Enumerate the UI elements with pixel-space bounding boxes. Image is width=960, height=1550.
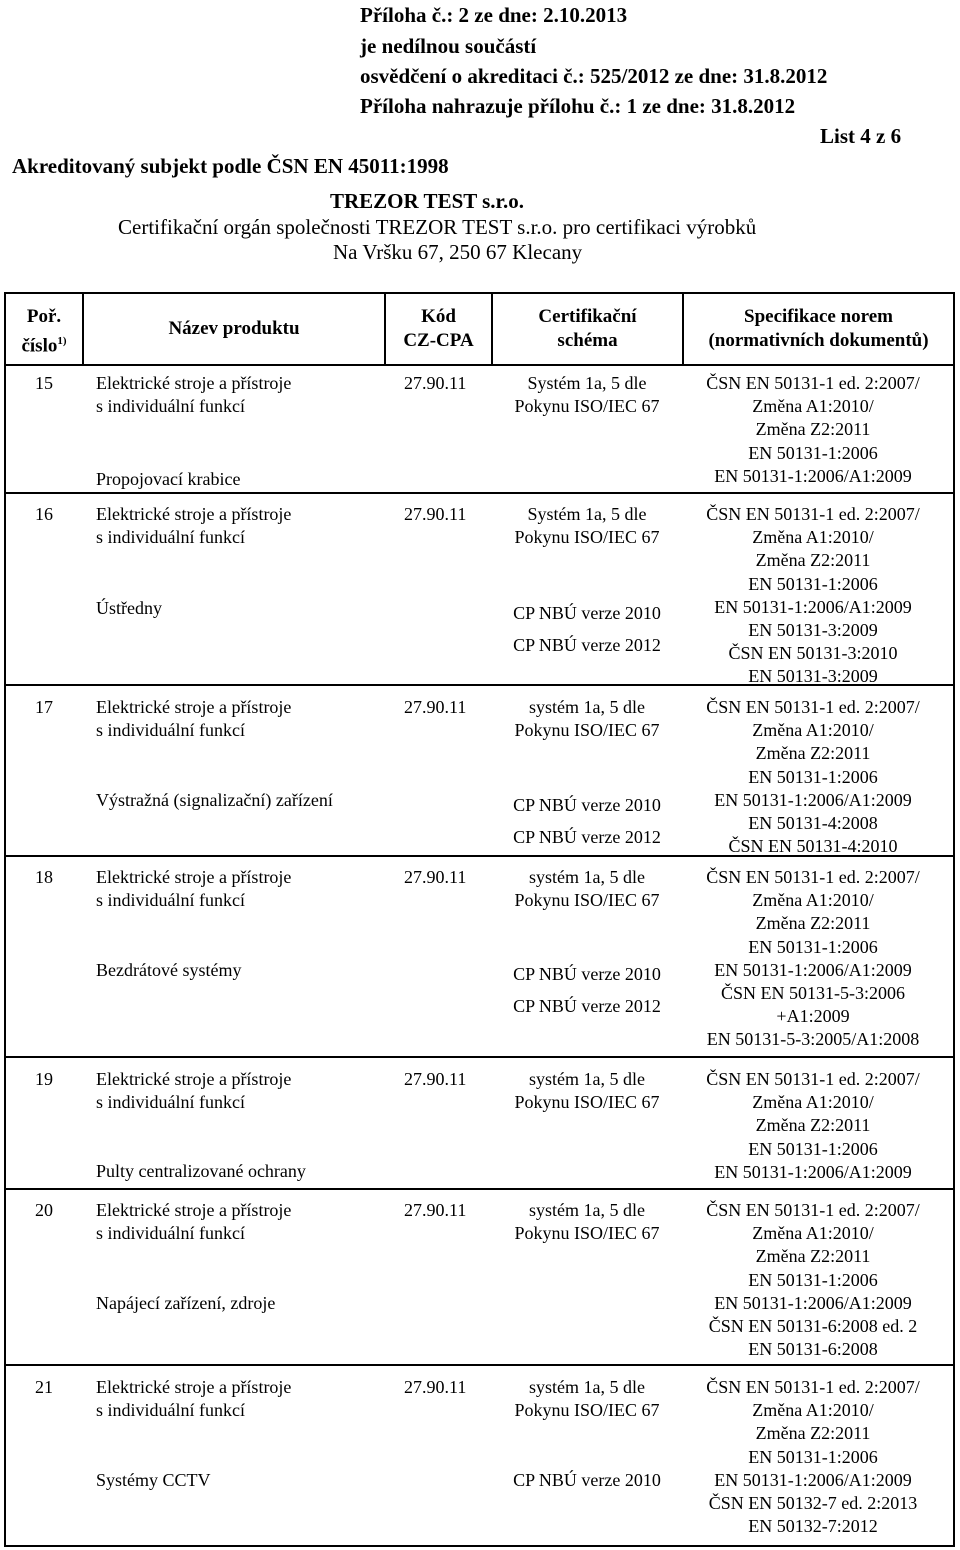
certification-scheme: systém 1a, 5 dle Pokynu ISO/IEC 67 (514, 1069, 660, 1113)
certification-scheme: systém 1a, 5 dle Pokynu ISO/IEC 67 (514, 1200, 660, 1244)
nbu-scheme: CP NBÚ verze 2010 CP NBÚ verze 2012 (513, 795, 661, 847)
integral-part-note: je nedílnou součástí (360, 34, 537, 58)
row-number: 21 (35, 1377, 53, 1397)
product-name: Elektrické stroje a přístroje s individuální funkcí (96, 867, 292, 911)
replaces-attachment-note: Příloha nahrazuje přílohu č.: 1 ze dne: 31.8.2012 (360, 94, 796, 118)
header-certification-scheme: Certifikační schéma (538, 306, 637, 351)
product-name: Elektrické stroje a přístroje s individuální funkcí (96, 504, 292, 548)
certification-scheme: Systém 1a, 5 dle Pokynu ISO/IEC 67 (514, 504, 660, 548)
row-number: 15 (35, 373, 53, 393)
cz-cpa-code: 27.90.11 (404, 697, 467, 717)
table-border-bottom (4, 1545, 955, 1547)
cz-cpa-code: 27.90.11 (404, 504, 467, 524)
cz-cpa-code: 27.90.11 (404, 1069, 467, 1089)
row-separator (4, 492, 955, 494)
product-type: Výstražná (signalizační) zařízení (96, 790, 333, 810)
products-table (4, 292, 955, 1547)
header-product-name: Název produktu (168, 318, 300, 339)
standards-list: ČSN EN 50131-1 ed. 2:2007/ Změna A1:2010/ Změna Z2:2011 EN 50131-1:2006 EN 50131-1:2006/A1:2009 (706, 1069, 920, 1182)
certification-scheme: systém 1a, 5 dle Pokynu ISO/IEC 67 (514, 1377, 660, 1421)
cz-cpa-code: 27.90.11 (404, 373, 467, 393)
product-type: Napájecí zařízení, zdroje (96, 1293, 276, 1313)
row-number: 19 (35, 1069, 53, 1089)
header-number: Poř. číslo$^{1)}$ (21, 306, 67, 357)
standards-list: ČSN EN 50131-1 ed. 2:2007/ Změna A1:2010/ Změna Z2:2011 EN 50131-1:2006 EN 50131-1:2006/A1:2009 EN 50131-3:2009 ČSN EN 50131-3:2010 EN 50131-3:2009 (706, 504, 920, 687)
certification-scheme: systém 1a, 5 dle Pokynu ISO/IEC 67 (514, 697, 660, 741)
product-type: Propojovací krabice (96, 469, 241, 489)
accreditation-certificate-ref: osvědčení o akreditaci č.: 525/2012 ze dne: 31.8.2012 (360, 64, 828, 88)
nbu-scheme: CP NBÚ verze 2010 CP NBÚ verze 2012 (513, 964, 661, 1016)
row-separator (4, 1056, 955, 1058)
standards-list: ČSN EN 50131-1 ed. 2:2007/ Změna A1:2010/ Změna Z2:2011 EN 50131-1:2006 EN 50131-1:2006/A1:2009 ČSN EN 50131-5-3:2006 +A1:2009 EN 50131-5-3:2005/A1:2008 (706, 867, 920, 1050)
row-number: 16 (35, 504, 53, 524)
header-separator (4, 364, 955, 366)
standards-list: ČSN EN 50131-1 ed. 2:2007/ Změna A1:2010/ Změna Z2:2011 EN 50131-1:2006 EN 50131-1:2006/A1:2009 ČSN EN 50131-6:2008 ed. 2 EN 50131-6:2008 (706, 1200, 920, 1360)
standards-list: ČSN EN 50131-1 ed. 2:2007/ Změna A1:2010/ Změna Z2:2011 EN 50131-1:2006 EN 50131-1:2006/A1:2009 (706, 373, 920, 486)
row-separator (4, 1188, 955, 1190)
product-type: Systémy CCTV (96, 1470, 211, 1490)
product-name: Elektrické stroje a přístroje s individuální funkcí (96, 697, 292, 741)
row-number: 18 (35, 867, 53, 887)
product-name: Elektrické stroje a přístroje s individuální funkcí (96, 1069, 292, 1113)
row-number: 17 (35, 697, 53, 717)
standards-list: ČSN EN 50131-1 ed. 2:2007/ Změna A1:2010/ Změna Z2:2011 EN 50131-1:2006 EN 50131-1:2006/A1:2009 EN 50131-4:2008 ČSN EN 50131-4:2010 (706, 697, 920, 857)
page-counter: List 4 z 6 (820, 124, 902, 148)
cz-cpa-code: 27.90.11 (404, 1200, 467, 1220)
product-name: Elektrické stroje a přístroje s individuální funkcí (96, 373, 292, 417)
product-type: Ústředny (96, 598, 162, 618)
nbu-scheme: CP NBÚ verze 2010 (513, 1470, 661, 1490)
standards-list: ČSN EN 50131-1 ed. 2:2007/ Změna A1:2010/ Změna Z2:2011 EN 50131-1:2006 EN 50131-1:2006/A1:2009 ČSN EN 50132-7 ed. 2:2013 EN 50132-7:2012 (706, 1377, 920, 1537)
company-address: Na Vršku 67, 250 67 Klecany (333, 240, 583, 264)
header-code: Kód CZ-CPA (403, 306, 474, 351)
product-name: Elektrické stroje a přístroje s individuální funkcí (96, 1377, 292, 1421)
table-border-top (4, 292, 955, 294)
cz-cpa-code: 27.90.11 (404, 867, 467, 887)
accredited-subject: Akreditovaný subjekt podle ČSN EN 45011:1998 (12, 154, 449, 178)
header-specification: Specifikace norem (normativních dokumentů) (708, 306, 929, 351)
cz-cpa-code: 27.90.11 (404, 1377, 467, 1397)
certification-body: Certifikační orgán společnosti TREZOR TEST s.r.o. pro certifikaci výrobků (118, 215, 757, 239)
nbu-scheme: CP NBÚ verze 2010 CP NBÚ verze 2012 (513, 603, 661, 655)
table-border-left (4, 292, 6, 1547)
product-type: Pulty centralizované ochrany (96, 1161, 306, 1181)
product-type: Bezdrátové systémy (96, 960, 242, 980)
product-name: Elektrické stroje a přístroje s individuální funkcí (96, 1200, 292, 1244)
row-number: 20 (35, 1200, 53, 1220)
attachment-number: Příloha č.: 2 ze dne: 2.10.2013 (360, 3, 628, 27)
table-border-right (953, 292, 955, 1547)
certification-scheme: systém 1a, 5 dle Pokynu ISO/IEC 67 (514, 867, 660, 911)
row-separator (4, 1364, 955, 1366)
company-name: TREZOR TEST s.r.o. (330, 189, 524, 213)
certification-scheme: Systém 1a, 5 dle Pokynu ISO/IEC 67 (514, 373, 660, 417)
